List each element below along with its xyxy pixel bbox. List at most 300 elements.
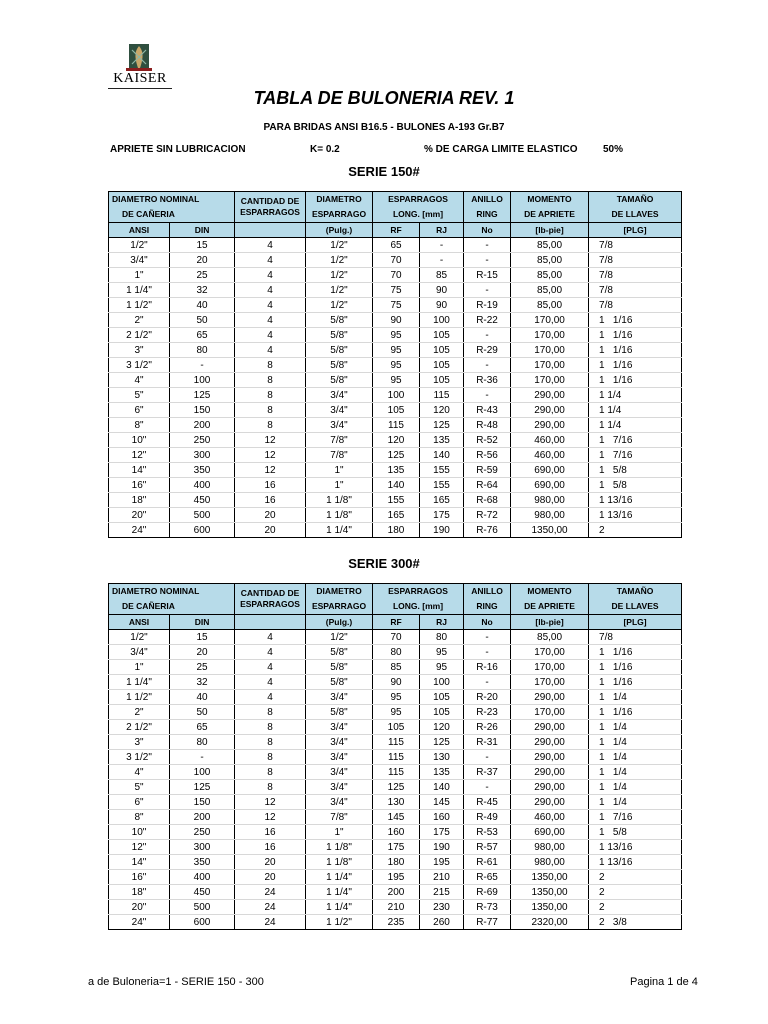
cell-wrench-size: 7/8 bbox=[589, 253, 682, 268]
cell-ansi: 1/2" bbox=[109, 630, 170, 645]
cell-wrench-size: 1 1/4 bbox=[589, 403, 682, 418]
cell-ansi: 18" bbox=[109, 885, 170, 900]
tightening-condition: APRIETE SIN LUBRICACION bbox=[110, 144, 246, 155]
cell-ring-no: R-65 bbox=[464, 870, 511, 885]
cell-wrench-size: 1 1/4 bbox=[589, 720, 682, 735]
cell-torque: 85,00 bbox=[511, 630, 589, 645]
header-lb-ft: [lb-pie] bbox=[511, 615, 589, 630]
table-row bbox=[109, 253, 682, 268]
cell-stud-diameter: 3/4" bbox=[306, 403, 373, 418]
cell-length-rj: 105 bbox=[420, 705, 464, 720]
table-row bbox=[109, 448, 682, 463]
cell-length-rf: 105 bbox=[373, 403, 420, 418]
cell-length-rj: 95 bbox=[420, 645, 464, 660]
cell-torque: 1350,00 bbox=[511, 523, 589, 538]
table-row bbox=[109, 373, 682, 388]
cell-ansi: 12" bbox=[109, 840, 170, 855]
cell-wrench-size: 1 1/16 bbox=[589, 328, 682, 343]
cell-stud-qty: 4 bbox=[235, 645, 306, 660]
cell-torque: 85,00 bbox=[511, 283, 589, 298]
cell-length-rj: 140 bbox=[420, 780, 464, 795]
bolt-table-150 bbox=[108, 191, 682, 538]
cell-din: 600 bbox=[170, 523, 235, 538]
cell-torque: 290,00 bbox=[511, 750, 589, 765]
cell-stud-diameter: 1 1/4" bbox=[306, 523, 373, 538]
cell-din: - bbox=[170, 358, 235, 373]
cell-length-rj: 120 bbox=[420, 720, 464, 735]
header-rf: RF bbox=[373, 615, 420, 630]
cell-torque: 690,00 bbox=[511, 478, 589, 493]
cell-length-rj: 160 bbox=[420, 810, 464, 825]
table-row bbox=[109, 463, 682, 478]
cell-ring-no: - bbox=[464, 358, 511, 373]
cell-torque: 980,00 bbox=[511, 493, 589, 508]
cell-ansi: 20" bbox=[109, 508, 170, 523]
cell-din: 150 bbox=[170, 403, 235, 418]
cell-length-rj: 100 bbox=[420, 675, 464, 690]
cell-stud-qty: 4 bbox=[235, 630, 306, 645]
cell-torque: 290,00 bbox=[511, 780, 589, 795]
cell-wrench-size: 7/8 bbox=[589, 268, 682, 283]
cell-length-rf: 65 bbox=[373, 238, 420, 253]
cell-ansi: 10" bbox=[109, 433, 170, 448]
cell-length-rf: 95 bbox=[373, 705, 420, 720]
table-row bbox=[109, 645, 682, 660]
load-value: 50% bbox=[603, 144, 624, 155]
cell-torque: 170,00 bbox=[511, 313, 589, 328]
cell-stud-qty: 8 bbox=[235, 780, 306, 795]
cell-stud-qty: 12 bbox=[235, 795, 306, 810]
cell-length-rj: 90 bbox=[420, 298, 464, 313]
cell-wrench-size: 1 1/4 bbox=[589, 690, 682, 705]
header-ansi: ANSI bbox=[109, 615, 170, 630]
table-row bbox=[109, 765, 682, 780]
cell-din: 80 bbox=[170, 343, 235, 358]
cell-stud-diameter: 5/8" bbox=[306, 705, 373, 720]
cell-length-rf: 90 bbox=[373, 675, 420, 690]
cell-length-rj: 260 bbox=[420, 915, 464, 930]
header-qty-blank bbox=[235, 615, 306, 630]
cell-torque: 170,00 bbox=[511, 373, 589, 388]
cell-length-rj: 105 bbox=[420, 690, 464, 705]
cell-torque: 170,00 bbox=[511, 358, 589, 373]
cell-ring-no: - bbox=[464, 328, 511, 343]
cell-length-rf: 135 bbox=[373, 463, 420, 478]
cell-stud-diameter: 1 1/8" bbox=[306, 840, 373, 855]
cell-stud-diameter: 1" bbox=[306, 463, 373, 478]
cell-length-rf: 155 bbox=[373, 493, 420, 508]
cell-stud-qty: 8 bbox=[235, 388, 306, 403]
cell-stud-diameter: 5/8" bbox=[306, 343, 373, 358]
cell-stud-diameter: 1/2" bbox=[306, 630, 373, 645]
cell-ring-no: R-68 bbox=[464, 493, 511, 508]
cell-torque: 170,00 bbox=[511, 705, 589, 720]
header-wrench-2: DE LLAVES bbox=[589, 207, 682, 223]
cell-ring-no: R-72 bbox=[464, 508, 511, 523]
cell-stud-diameter: 3/4" bbox=[306, 720, 373, 735]
cell-length-rj: - bbox=[420, 253, 464, 268]
cell-din: 50 bbox=[170, 705, 235, 720]
cell-stud-diameter: 1 1/8" bbox=[306, 493, 373, 508]
table-row bbox=[109, 825, 682, 840]
cell-stud-diameter: 1/2" bbox=[306, 268, 373, 283]
cell-wrench-size: 1 1/16 bbox=[589, 343, 682, 358]
cell-length-rf: 115 bbox=[373, 418, 420, 433]
load-label: % DE CARGA LIMITE ELASTICO bbox=[424, 144, 578, 155]
cell-stud-diameter: 1/2" bbox=[306, 283, 373, 298]
cell-din: 15 bbox=[170, 238, 235, 253]
cell-stud-diameter: 5/8" bbox=[306, 373, 373, 388]
cell-length-rf: 95 bbox=[373, 358, 420, 373]
cell-stud-diameter: 1" bbox=[306, 478, 373, 493]
cell-wrench-size: 1 13/16 bbox=[589, 840, 682, 855]
cell-torque: 170,00 bbox=[511, 343, 589, 358]
cell-length-rj: 210 bbox=[420, 870, 464, 885]
cell-wrench-size: 1 1/4 bbox=[589, 418, 682, 433]
cell-stud-diameter: 1 1/4" bbox=[306, 885, 373, 900]
table-row bbox=[109, 885, 682, 900]
cell-din: 400 bbox=[170, 478, 235, 493]
cell-length-rj: - bbox=[420, 238, 464, 253]
cell-length-rj: 125 bbox=[420, 735, 464, 750]
cell-ansi: 16" bbox=[109, 478, 170, 493]
series-150-title: SERIE 150# bbox=[348, 164, 420, 179]
cell-length-rf: 175 bbox=[373, 840, 420, 855]
cell-stud-qty: 24 bbox=[235, 900, 306, 915]
cell-torque: 170,00 bbox=[511, 660, 589, 675]
table-row bbox=[109, 403, 682, 418]
header-torque-2: DE APRIETE bbox=[511, 207, 589, 223]
table-row bbox=[109, 795, 682, 810]
table-row bbox=[109, 433, 682, 448]
cell-ansi: 12" bbox=[109, 448, 170, 463]
cell-length-rf: 70 bbox=[373, 630, 420, 645]
cell-ring-no: R-52 bbox=[464, 433, 511, 448]
header-stud-quantity: CANTIDAD DE ESPARRAGOS bbox=[235, 192, 306, 223]
cell-length-rj: 155 bbox=[420, 463, 464, 478]
cell-stud-qty: 4 bbox=[235, 298, 306, 313]
cell-stud-diameter: 1 1/8" bbox=[306, 855, 373, 870]
cell-length-rf: 120 bbox=[373, 433, 420, 448]
cell-ring-no: R-16 bbox=[464, 660, 511, 675]
table-row bbox=[109, 313, 682, 328]
cell-wrench-size: 1 1/4 bbox=[589, 795, 682, 810]
header-din: DIN bbox=[170, 223, 235, 238]
cell-wrench-size: 7/8 bbox=[589, 238, 682, 253]
cell-length-rf: 75 bbox=[373, 298, 420, 313]
cell-ansi: 3 1/2" bbox=[109, 358, 170, 373]
cell-length-rf: 105 bbox=[373, 720, 420, 735]
cell-din: 300 bbox=[170, 840, 235, 855]
cell-din: 125 bbox=[170, 388, 235, 403]
page-subtitle: PARA BRIDAS ANSI B16.5 - BULONES A-193 Gr.B7 bbox=[263, 122, 505, 133]
cell-length-rf: 210 bbox=[373, 900, 420, 915]
cell-torque: 690,00 bbox=[511, 825, 589, 840]
k-factor: K= 0.2 bbox=[310, 144, 340, 155]
table-row bbox=[109, 915, 682, 930]
cell-wrench-size: 1 1/16 bbox=[589, 660, 682, 675]
header-torque: MOMENTO bbox=[511, 192, 589, 208]
cell-stud-qty: 8 bbox=[235, 765, 306, 780]
table-row bbox=[109, 478, 682, 493]
cell-length-rf: 75 bbox=[373, 283, 420, 298]
header-length-mm: LONG. [mm] bbox=[373, 207, 464, 223]
cell-stud-diameter: 1 1/8" bbox=[306, 508, 373, 523]
cell-din: 32 bbox=[170, 675, 235, 690]
cell-stud-qty: 8 bbox=[235, 373, 306, 388]
cell-wrench-size: 2 3/8 bbox=[589, 915, 682, 930]
cell-din: 100 bbox=[170, 765, 235, 780]
cell-ansi: 2" bbox=[109, 313, 170, 328]
cell-ansi: 1 1/2" bbox=[109, 298, 170, 313]
cell-din: 250 bbox=[170, 433, 235, 448]
cell-torque: 170,00 bbox=[511, 645, 589, 660]
cell-ansi: 24" bbox=[109, 523, 170, 538]
cell-stud-qty: 4 bbox=[235, 328, 306, 343]
cell-ring-no: - bbox=[464, 645, 511, 660]
cell-ansi: 1 1/4" bbox=[109, 675, 170, 690]
cell-stud-qty: 12 bbox=[235, 448, 306, 463]
cell-ansi: 3/4" bbox=[109, 253, 170, 268]
cell-ring-no: R-73 bbox=[464, 900, 511, 915]
cell-length-rf: 95 bbox=[373, 328, 420, 343]
cell-ring-no: R-20 bbox=[464, 690, 511, 705]
cell-din: 500 bbox=[170, 508, 235, 523]
header-qty-blank bbox=[235, 223, 306, 238]
cell-din: 20 bbox=[170, 645, 235, 660]
cell-torque: 290,00 bbox=[511, 720, 589, 735]
cell-ansi: 10" bbox=[109, 825, 170, 840]
cell-length-rf: 70 bbox=[373, 253, 420, 268]
header-ring-no: No bbox=[464, 223, 511, 238]
cell-wrench-size: 1 1/4 bbox=[589, 750, 682, 765]
cell-wrench-size: 1 1/16 bbox=[589, 645, 682, 660]
cell-ansi: 6" bbox=[109, 403, 170, 418]
cell-din: 100 bbox=[170, 373, 235, 388]
cell-length-rf: 95 bbox=[373, 343, 420, 358]
header-wrench-size: TAMAÑO bbox=[589, 584, 682, 600]
cell-ring-no: R-36 bbox=[464, 373, 511, 388]
cell-torque: 170,00 bbox=[511, 328, 589, 343]
cell-wrench-size: 1 1/16 bbox=[589, 373, 682, 388]
header-stud-diameter: DIAMETRO bbox=[306, 192, 373, 208]
cell-din: 150 bbox=[170, 795, 235, 810]
cell-length-rj: 105 bbox=[420, 373, 464, 388]
cell-stud-qty: 4 bbox=[235, 675, 306, 690]
cell-din: 450 bbox=[170, 493, 235, 508]
cell-stud-diameter: 3/4" bbox=[306, 735, 373, 750]
cell-length-rf: 115 bbox=[373, 765, 420, 780]
cell-ring-no: R-56 bbox=[464, 448, 511, 463]
cell-stud-diameter: 7/8" bbox=[306, 448, 373, 463]
cell-length-rj: 95 bbox=[420, 660, 464, 675]
cell-ring-no: R-61 bbox=[464, 855, 511, 870]
cell-length-rj: 175 bbox=[420, 508, 464, 523]
cell-din: 400 bbox=[170, 870, 235, 885]
cell-torque: 460,00 bbox=[511, 433, 589, 448]
cell-ring-no: - bbox=[464, 780, 511, 795]
cell-ring-no: R-77 bbox=[464, 915, 511, 930]
cell-torque: 1350,00 bbox=[511, 900, 589, 915]
cell-wrench-size: 1 7/16 bbox=[589, 448, 682, 463]
cell-wrench-size: 1 5/8 bbox=[589, 478, 682, 493]
cell-din: 65 bbox=[170, 328, 235, 343]
cell-length-rf: 145 bbox=[373, 810, 420, 825]
header-ring: ANILLO bbox=[464, 584, 511, 600]
cell-torque: 2320,00 bbox=[511, 915, 589, 930]
cell-din: 32 bbox=[170, 283, 235, 298]
cell-torque: 980,00 bbox=[511, 840, 589, 855]
cell-ring-no: - bbox=[464, 675, 511, 690]
cell-length-rf: 80 bbox=[373, 645, 420, 660]
cell-stud-diameter: 3/4" bbox=[306, 388, 373, 403]
cell-stud-diameter: 3/4" bbox=[306, 690, 373, 705]
cell-torque: 85,00 bbox=[511, 268, 589, 283]
cell-wrench-size: 2 bbox=[589, 870, 682, 885]
cell-length-rj: 130 bbox=[420, 750, 464, 765]
cell-length-rf: 195 bbox=[373, 870, 420, 885]
cell-wrench-size: 7/8 bbox=[589, 298, 682, 313]
cell-stud-qty: 20 bbox=[235, 508, 306, 523]
cell-wrench-size: 1 1/16 bbox=[589, 313, 682, 328]
cell-length-rf: 180 bbox=[373, 523, 420, 538]
cell-stud-qty: 12 bbox=[235, 433, 306, 448]
cell-wrench-size: 1 1/4 bbox=[589, 765, 682, 780]
cell-wrench-size: 1 1/4 bbox=[589, 780, 682, 795]
cell-ring-no: R-43 bbox=[464, 403, 511, 418]
cell-torque: 1350,00 bbox=[511, 885, 589, 900]
cell-stud-qty: 16 bbox=[235, 840, 306, 855]
cell-ring-no: R-57 bbox=[464, 840, 511, 855]
header-stud: ESPARRAGO bbox=[306, 599, 373, 615]
header-nominal-diameter: DIAMETRO NOMINAL bbox=[109, 584, 235, 600]
cell-stud-qty: 20 bbox=[235, 870, 306, 885]
cell-din: 350 bbox=[170, 463, 235, 478]
cell-length-rj: 230 bbox=[420, 900, 464, 915]
cell-stud-qty: 8 bbox=[235, 358, 306, 373]
cell-length-rj: 195 bbox=[420, 855, 464, 870]
cell-wrench-size: 1 13/16 bbox=[589, 855, 682, 870]
cell-wrench-size: 1 1/16 bbox=[589, 675, 682, 690]
cell-length-rj: 115 bbox=[420, 388, 464, 403]
cell-din: - bbox=[170, 750, 235, 765]
cell-stud-diameter: 3/4" bbox=[306, 780, 373, 795]
cell-stud-diameter: 5/8" bbox=[306, 660, 373, 675]
cell-ring-no: R-49 bbox=[464, 810, 511, 825]
cell-ansi: 1 1/2" bbox=[109, 690, 170, 705]
cell-ring-no: R-53 bbox=[464, 825, 511, 840]
cell-ansi: 3" bbox=[109, 343, 170, 358]
cell-length-rj: 140 bbox=[420, 448, 464, 463]
cell-length-rf: 70 bbox=[373, 268, 420, 283]
cell-ring-no: R-19 bbox=[464, 298, 511, 313]
cell-stud-diameter: 7/8" bbox=[306, 810, 373, 825]
header-din: DIN bbox=[170, 615, 235, 630]
cell-ring-no: R-23 bbox=[464, 705, 511, 720]
cell-torque: 290,00 bbox=[511, 403, 589, 418]
cell-torque: 85,00 bbox=[511, 298, 589, 313]
cell-ansi: 16" bbox=[109, 870, 170, 885]
header-inches: (Pulg.) bbox=[306, 223, 373, 238]
cell-din: 250 bbox=[170, 825, 235, 840]
cell-ansi: 3/4" bbox=[109, 645, 170, 660]
header-torque: MOMENTO bbox=[511, 584, 589, 600]
cell-wrench-size: 7/8 bbox=[589, 630, 682, 645]
footer-sheet-name: a de Buloneria=1 - SERIE 150 - 300 bbox=[88, 976, 264, 988]
cell-ring-no: R-64 bbox=[464, 478, 511, 493]
cell-ansi: 8" bbox=[109, 418, 170, 433]
cell-stud-qty: 4 bbox=[235, 343, 306, 358]
table-row bbox=[109, 343, 682, 358]
cell-length-rj: 100 bbox=[420, 313, 464, 328]
table-row bbox=[109, 675, 682, 690]
cell-stud-qty: 20 bbox=[235, 855, 306, 870]
kaiser-logo-icon bbox=[126, 42, 152, 72]
cell-stud-qty: 20 bbox=[235, 523, 306, 538]
cell-din: 450 bbox=[170, 885, 235, 900]
table-row bbox=[109, 268, 682, 283]
cell-ring-no: R-31 bbox=[464, 735, 511, 750]
cell-stud-qty: 8 bbox=[235, 403, 306, 418]
cell-torque: 690,00 bbox=[511, 463, 589, 478]
cell-wrench-size: 1 1/16 bbox=[589, 705, 682, 720]
cell-stud-diameter: 3/4" bbox=[306, 765, 373, 780]
cell-ring-no: R-22 bbox=[464, 313, 511, 328]
cell-din: 200 bbox=[170, 418, 235, 433]
cell-torque: 290,00 bbox=[511, 690, 589, 705]
header-stud-diameter: DIAMETRO bbox=[306, 584, 373, 600]
header-pipe: DE CAÑERIA bbox=[109, 207, 235, 223]
cell-stud-diameter: 1/2" bbox=[306, 238, 373, 253]
cell-length-rf: 165 bbox=[373, 508, 420, 523]
cell-ring-no: R-29 bbox=[464, 343, 511, 358]
table-row bbox=[109, 388, 682, 403]
cell-length-rj: 155 bbox=[420, 478, 464, 493]
table-row bbox=[109, 660, 682, 675]
header-ansi: ANSI bbox=[109, 223, 170, 238]
cell-ansi: 4" bbox=[109, 765, 170, 780]
cell-length-rj: 90 bbox=[420, 283, 464, 298]
header-wrench-2: DE LLAVES bbox=[589, 599, 682, 615]
cell-ring-no: R-48 bbox=[464, 418, 511, 433]
cell-length-rf: 125 bbox=[373, 448, 420, 463]
cell-ring-no: R-15 bbox=[464, 268, 511, 283]
header-length-mm: LONG. [mm] bbox=[373, 599, 464, 615]
cell-wrench-size: 1 7/16 bbox=[589, 433, 682, 448]
cell-stud-qty: 4 bbox=[235, 690, 306, 705]
cell-ring-no: - bbox=[464, 283, 511, 298]
table-row bbox=[109, 720, 682, 735]
header-lb-ft: [lb-pie] bbox=[511, 223, 589, 238]
cell-length-rf: 95 bbox=[373, 373, 420, 388]
cell-length-rj: 85 bbox=[420, 268, 464, 283]
cell-ring-no: R-26 bbox=[464, 720, 511, 735]
cell-length-rj: 80 bbox=[420, 630, 464, 645]
cell-ring-no: - bbox=[464, 388, 511, 403]
cell-wrench-size: 7/8 bbox=[589, 283, 682, 298]
cell-stud-qty: 8 bbox=[235, 418, 306, 433]
cell-stud-diameter: 3/4" bbox=[306, 418, 373, 433]
cell-din: 80 bbox=[170, 735, 235, 750]
cell-ansi: 18" bbox=[109, 493, 170, 508]
cell-length-rj: 105 bbox=[420, 358, 464, 373]
cell-length-rj: 190 bbox=[420, 523, 464, 538]
cell-ansi: 1/2" bbox=[109, 238, 170, 253]
cell-torque: 85,00 bbox=[511, 238, 589, 253]
table-row bbox=[109, 810, 682, 825]
cell-ansi: 8" bbox=[109, 810, 170, 825]
cell-ansi: 6" bbox=[109, 795, 170, 810]
